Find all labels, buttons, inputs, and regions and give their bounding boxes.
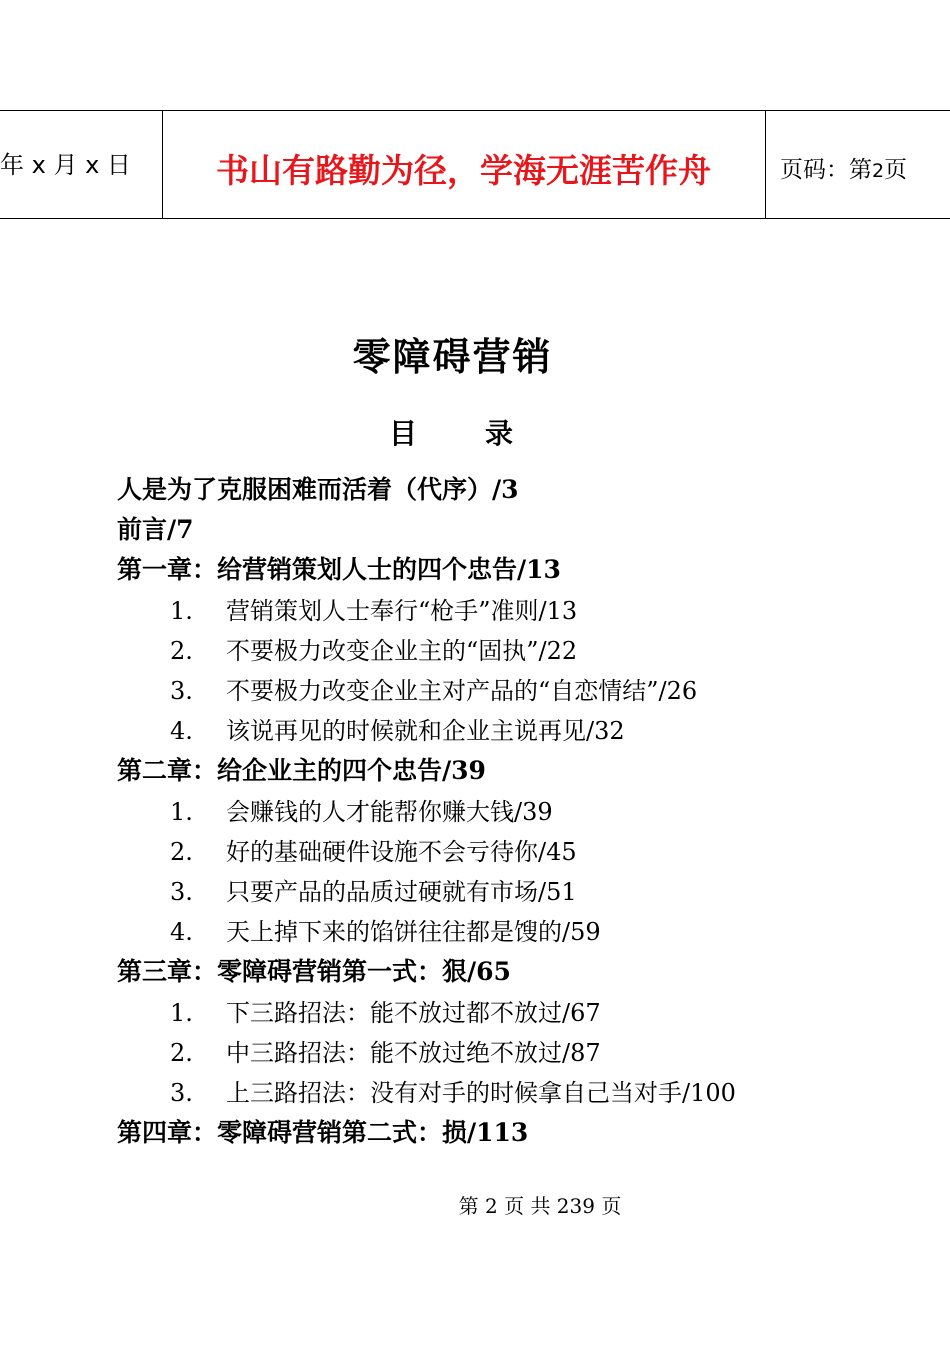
toc-section-entry [170,631,577,671]
header-page-suffix: 页 [884,157,908,183]
toc-entry-number: 1. [170,797,193,826]
header-motto: 书山有路勤为径，学海无涯苦作舟 [216,151,711,190]
toc-entry-text: 人是为了克服困难而活着（代序）/3 [117,475,519,504]
toc-entry-text: 上三路招法：没有对手的时候拿自己当对手/100 [226,1079,736,1107]
toc-entry-text: 第三章：零障碍营销第一式：狠/65 [117,957,511,987]
toc-entry-text: 不要极力改变企业主的“固执”/22 [226,636,578,665]
toc-entry-number: 2. [170,837,193,866]
toc-entry-number: 4. [170,717,193,746]
toc-section-entry [170,1073,736,1113]
page-footer: 第 2 页 共 239 页 [458,1194,622,1218]
toc-entry-number: 1. [170,596,193,625]
page-header [0,110,950,219]
toc-entry-text: 不要极力改变企业主对产品的“自恋情结”/26 [226,677,698,705]
toc-entry-text: 营销策划人士奉行“枪手”准则/13 [226,596,578,625]
toc-entry-text: 中三路招法：能不放过绝不放过/87 [226,1038,601,1067]
header-page-number [780,151,907,184]
header-date: 年 x 月 x 日 [0,151,131,179]
toc-entry-number: 3. [170,878,193,906]
toc-chapter-entry [117,751,486,791]
toc-section-entry [170,872,577,912]
toc-chapter-entry [117,550,561,590]
toc-section-entry [170,912,601,952]
toc-entry-number: 1. [170,998,193,1027]
toc-section-entry [170,1033,601,1073]
document-title: 零障碍营销 [352,335,553,379]
header-page-label: 页码：第 [780,157,872,183]
toc-entry-number: 2. [170,1038,193,1067]
toc-section-entry [170,993,601,1033]
toc-entry-number: 2. [170,636,193,665]
toc-chapter-entry [117,510,194,550]
toc-entry-number: 4. [170,918,193,947]
toc-entry-text: 第四章：零障碍营销第二式：损/113 [117,1118,529,1148]
toc-entry-text: 第一章：给营销策划人士的四个忠告/13 [117,555,561,585]
toc-entry-text: 会赚钱的人才能帮你赚大钱/39 [226,797,553,826]
toc-entry-text: 天上掉下来的馅饼往往都是馊的/59 [226,918,601,947]
toc-chapter-entry [117,952,511,992]
toc-heading [389,412,513,452]
toc-heading-char: 目 [389,417,418,450]
toc-entry-text: 下三路招法：能不放过都不放过/67 [226,998,601,1027]
toc-section-entry [170,711,625,751]
header-page-num: 2 [872,160,885,182]
toc-entry-text: 好的基础硬件设施不会亏待你/45 [226,837,577,866]
toc-section-entry [170,591,577,631]
toc-chapter-entry [117,1113,528,1153]
header-divider [765,111,766,218]
toc-section-entry [170,671,697,711]
toc-entry-number: 3. [170,1079,193,1107]
toc-entry-text: 该说再见的时候就和企业主说再见/32 [226,717,625,746]
toc-entry-text: 第二章：给企业主的四个忠告/39 [117,756,486,786]
toc-entry-text: 前言/7 [117,515,194,545]
toc-entry-number: 3. [170,677,193,705]
toc-entry-text: 只要产品的品质过硬就有市场/51 [226,878,577,906]
toc-section-entry [170,792,553,832]
toc-heading-char: 录 [485,417,514,450]
toc-chapter-entry [117,470,519,510]
toc-section-entry [170,832,577,872]
